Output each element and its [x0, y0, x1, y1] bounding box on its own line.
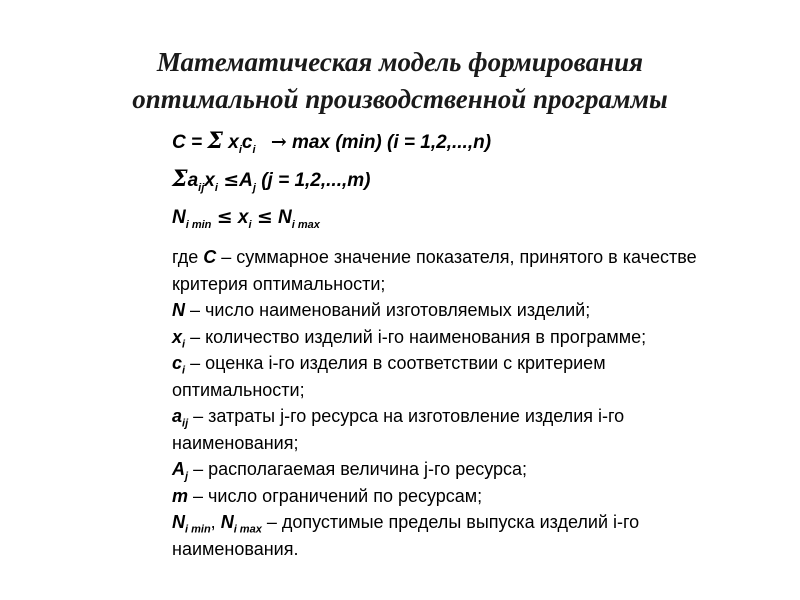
legend-symbol: N [172, 512, 185, 532]
legend-row [172, 483, 762, 510]
legend-subscript: j [185, 470, 189, 483]
sum-icon: Σ [172, 166, 188, 192]
objective-formula [172, 126, 491, 164]
legend-row [172, 403, 762, 430]
formula-A-subscript: j [252, 181, 256, 194]
legend-symbol: N [220, 512, 234, 532]
legend-symbol: N [172, 300, 185, 320]
legend-subscript: ij [182, 417, 189, 430]
legend-row [172, 350, 762, 377]
legend-symbol: m [172, 485, 189, 506]
formula-N-min-subscript: i min [185, 218, 212, 231]
formula-N-max: N [278, 207, 292, 228]
formula-x-subscript: i [248, 218, 252, 231]
formula-a: a [187, 170, 199, 191]
legend-row: оптимальности; [172, 379, 305, 400]
arrow-right-icon: → [270, 131, 287, 153]
legend-text: – затраты j-го ресурса на изготовление изделия i-го [188, 406, 625, 426]
formula-x: x [204, 170, 215, 191]
legend-row [172, 244, 762, 271]
legend-row [172, 509, 762, 536]
formula-constraint-tail: (j = 1,2,...,m) [261, 170, 371, 191]
legend-row [172, 324, 762, 351]
legend-separator: , [210, 512, 221, 532]
slide-title [40, 44, 760, 118]
less-equal-icon: ≤ [256, 206, 273, 228]
formula-a-subscript: ij [198, 181, 205, 194]
title-line-1: Математическая модель формирования [156, 47, 644, 77]
formula-x-subscript: i [238, 143, 242, 156]
legend-text: – суммарное значение показателя, принятого в качестве [216, 247, 697, 267]
less-equal-icon: ≤ [223, 169, 240, 191]
legend-symbol: a [172, 406, 183, 426]
variable-legend [172, 244, 762, 562]
formula-block [172, 126, 491, 240]
legend-text: – располагаемая величина j-го ресурса; [188, 459, 528, 479]
legend-row: наименования; [172, 432, 299, 453]
formula-equals: = [191, 132, 203, 153]
legend-text: – количество изделий i-го наименования в программе; [185, 326, 647, 347]
legend-symbol: A [172, 459, 185, 479]
legend-symbol: c [172, 353, 183, 373]
title-line-2: оптимальной производственной программы [132, 84, 668, 114]
formula-A: A [239, 170, 253, 191]
less-equal-icon: ≤ [216, 206, 233, 228]
legend-subscript: i min [185, 523, 211, 536]
legend-row: наименования. [172, 538, 299, 559]
formula-objective-tail: max (min) (i = 1,2,...,n) [292, 132, 492, 153]
formula-N-min: N [172, 207, 186, 228]
resource-constraint-formula [172, 164, 491, 202]
legend-row [172, 297, 762, 324]
legend-subscript: i max [233, 523, 262, 536]
legend-text: – оценка i-го изделия в соответствии с критерием [185, 353, 606, 373]
bounds-formula [172, 202, 491, 240]
formula-c-subscript: i [252, 143, 256, 156]
formula-x: x [237, 207, 249, 228]
formula-x-subscript: i [214, 181, 218, 194]
formula-c-symbol: C [172, 132, 186, 153]
sum-icon: Σ [207, 128, 223, 154]
legend-text: – допустимые пределы выпуска изделий i-го [261, 512, 640, 532]
legend-subscript: i [182, 364, 186, 377]
formula-x: x [228, 132, 239, 153]
legend-row [172, 456, 762, 483]
legend-symbol: x [172, 326, 183, 347]
legend-text: – число наименований изготовляемых изделий; [185, 300, 591, 320]
formula-c: c [241, 132, 253, 153]
legend-text: – число ограничений по ресурсам; [188, 485, 483, 506]
legend-symbol: C [203, 247, 217, 267]
formula-N-max-subscript: i max [291, 218, 320, 231]
legend-row: критерия оптимальности; [172, 273, 386, 294]
legend-subscript: i [182, 338, 186, 351]
legend-prefix: где [172, 247, 204, 267]
